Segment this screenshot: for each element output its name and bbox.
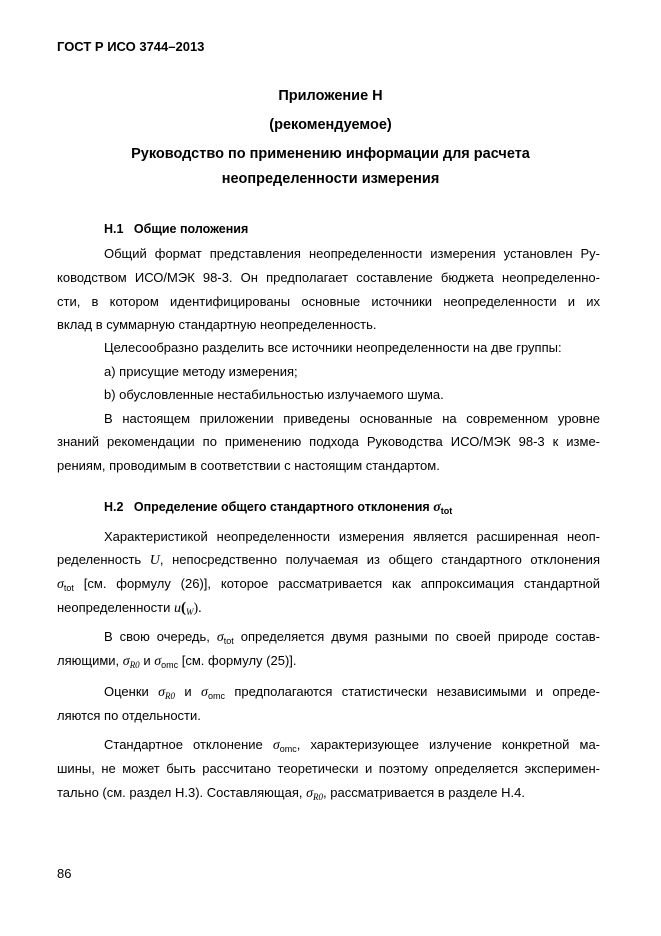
sigma-R0-symbol: $\sigma_{R0}$ xyxy=(158,685,176,701)
sigma-R0-symbol: $\sigma_{R0}$ xyxy=(122,654,140,670)
sigma-tot-symbol: $\sigma_{tot}$ xyxy=(216,630,234,646)
section1-item-b: b) обусловленные нестабильностью излучаемого шума. xyxy=(104,387,444,402)
u-LW-symbol: $u(_W)$. xyxy=(173,600,202,617)
section2-p1-line3: $\sigma_{tot}$ [см. формулу (26)], которое рассматривается как аппроксимация стандартной xyxy=(57,576,600,593)
section2-p4-line3: тально (см. раздел Н.3). Составляющая, $\sigma_{R0}$, рассматривается в разделе Н.4. xyxy=(57,785,525,802)
U-symbol: U xyxy=(149,553,160,568)
section2-p3-line2: ляются по отдельности. xyxy=(57,708,201,723)
section2-p2-line2: ляющими, $\sigma_{R0}$ и $\sigma_{omc}$ [см. формулу (25)]. xyxy=(57,653,297,670)
section1-p2: Целесообразно разделить все источники неопределенности на две группы: xyxy=(104,340,562,355)
sigma-omc-symbol: $\sigma_{omc}$ xyxy=(272,738,297,754)
section1-item-a: a) присущие методу измерения; xyxy=(104,364,298,379)
section2-p1-line4: неопределенности $u(_W)$. xyxy=(57,600,202,617)
appendix-status: (рекомендуемое) xyxy=(269,117,392,133)
section2-heading xyxy=(104,500,452,516)
appendix-subtitle-line1: Руководство по применению информации для расчета xyxy=(131,146,530,162)
sigma-omc-symbol: $\sigma_{omc}$ xyxy=(154,654,179,670)
section2-p4-line1: Стандартное отклонение $\sigma_{omc}$, характеризующее излучение конкретной ма- xyxy=(104,737,600,754)
sigma-R0-symbol: $\sigma_{R0}$ xyxy=(306,786,324,802)
section1-p3-line2: знаний рекомендации по применению подхода Руководства ИСО/МЭК 98-3 к изме- xyxy=(57,434,600,449)
section1-p3-line3: рениям, проводимым в соответствии с настоящим стандартом. xyxy=(57,458,440,473)
section1-p1-line1: Общий формат представления неопределенности измерения установлен Ру- xyxy=(104,246,600,261)
section2-heading-text: Н.2 Определение общего стандартного отклонения xyxy=(104,500,430,514)
sigma-omc-symbol: $\sigma_{omc}$ xyxy=(201,685,225,701)
section2-p3-line1: Оценки $\sigma_{R0}$ и $\sigma_{omc}$ предполагаются статистически независимыми и опреде- xyxy=(104,684,600,701)
section1-p1-line3: сти, в котором идентифицированы основные источники неопределенности и их xyxy=(57,294,600,309)
section2-p4-line2: шины, не может быть рассчитано теоретически и поэтому определяется эксперимен- xyxy=(57,761,600,776)
section2-p1-line1: Характеристикой неопределенности измерения является расширенная неоп- xyxy=(104,529,600,544)
appendix-title: Приложение Н xyxy=(278,88,383,104)
section1-p3-line1: В настоящем приложении приведены основанные на современном уровне xyxy=(104,411,600,426)
section1-p1-line2: ководством ИСО/МЭК 98-3. Он предполагает составление бюджета неопределенно- xyxy=(57,270,600,285)
section2-p1-line2: ределенность U, непосредственно получаемая из общего стандартного отклонения xyxy=(57,552,600,568)
sigma-tot-symbol: $\sigma_{tot}$ xyxy=(57,577,74,593)
section1-p1-line4: вклад в суммарную стандартную неопределенность. xyxy=(57,317,377,332)
section1-heading: Н.1 Общие положения xyxy=(104,222,249,236)
section2-p2-line1: В свою очередь, $\sigma_{tot}$ определяется двумя разными по своей природе состав- xyxy=(104,629,600,646)
document-header: ГОСТ Р ИСО 3744–2013 xyxy=(57,39,205,54)
sigma-tot-symbol: $\sigma_{tot}$ xyxy=(433,500,453,516)
appendix-subtitle-line2: неопределенности измерения xyxy=(221,171,440,187)
page-number: 86 xyxy=(57,866,72,881)
